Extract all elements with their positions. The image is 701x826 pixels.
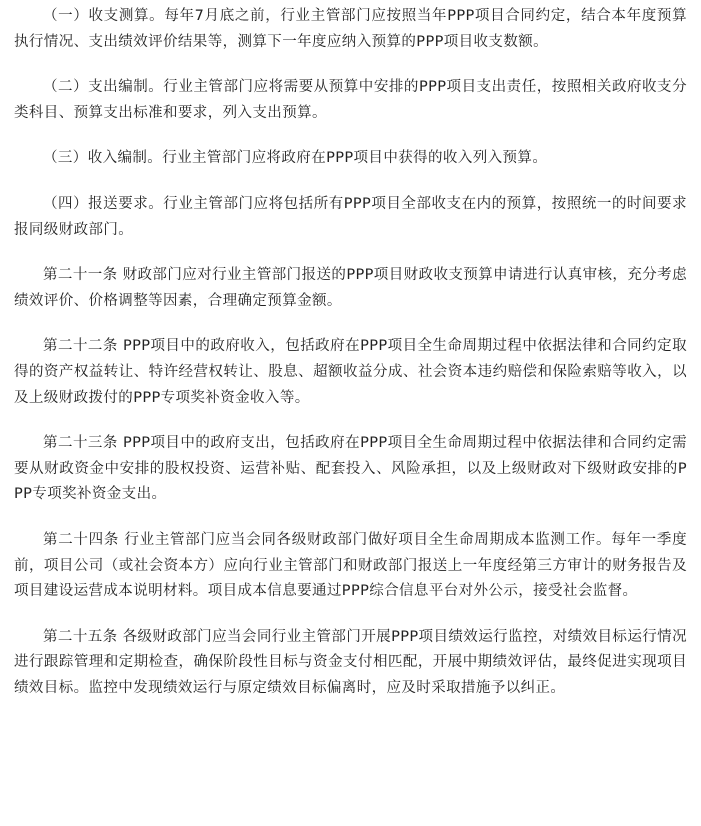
paragraph-article-25: 第二十五条 各级财政部门应当会同行业主管部门开展PPP项目绩效运行监控，对绩效目标运行情况进行跟踪管理和定期检查，确保阶段性目标与资金支付相匹配，开展中期绩效评估，最终促进实现项目绩效目标。监控中发现绩效运行与原定绩效目标偏离时，应及时采取措施予以纠正。 xyxy=(14,628,687,696)
paragraph-article-22: 第二十二条 PPP项目中的政府收入，包括政府在PPP项目全生命周期过程中依据法律和合同约定取得的资产权益转让、特许经营权转让、股息、超额收益分成、社会资本违约赔偿和保险索赔等收入，以及上级财政拨付的PPP专项奖补资金收入等。 xyxy=(14,338,687,406)
paragraph-submission-requirements: （四）报送要求。行业主管部门应将包括所有PPP项目全部收支在内的预算，按照统一的时间要求报同级财政部门。 xyxy=(14,195,687,238)
paragraph-expense-compilation: （二）支出编制。行业主管部门应将需要从预算中安排的PPP项目支出责任，按照相关政府收支分类科目、预算支出标准和要求，列入支出预算。 xyxy=(14,79,687,121)
paragraph-income-compilation: （三）收入编制。行业主管部门应将政府在PPP项目中获得的收入列入预算。 xyxy=(43,150,548,167)
paragraph-income-expense-estimate: （一）收支测算。每年7月底之前，行业主管部门应按照当年PPP项目合同约定，结合本年度预算执行情况、支出绩效评价结果等，测算下一年度应纳入预算的PPP项目收支数额。 xyxy=(14,8,687,50)
paragraph-article-24: 第二十四条 行业主管部门应当会同各级财政部门做好项目全生命周期成本监测工作。每年一季度前，项目公司（或社会资本方）应向行业主管部门和财政部门报送上一年度经第三方审计的财务报告及项目建设运营成本说明材料。项目成本信息要通过PPP综合信息平台对外公示，接受社会监督。 xyxy=(14,531,687,600)
paragraph-article-21: 第二十一条 财政部门应对行业主管部门报送的PPP项目财政收支预算申请进行认真审核，充分考虑绩效评价、价格调整等因素，合理确定预算金额。 xyxy=(14,267,687,309)
paragraph-article-23: 第二十三条 PPP项目中的政府支出，包括政府在PPP项目全生命周期过程中依据法律和合同约定需要从财政资金中安排的股权投资、运营补贴、配套投入、风险承担，以及上级财政对下级财政安排的PPP专项奖补资金支出。 xyxy=(14,435,687,503)
